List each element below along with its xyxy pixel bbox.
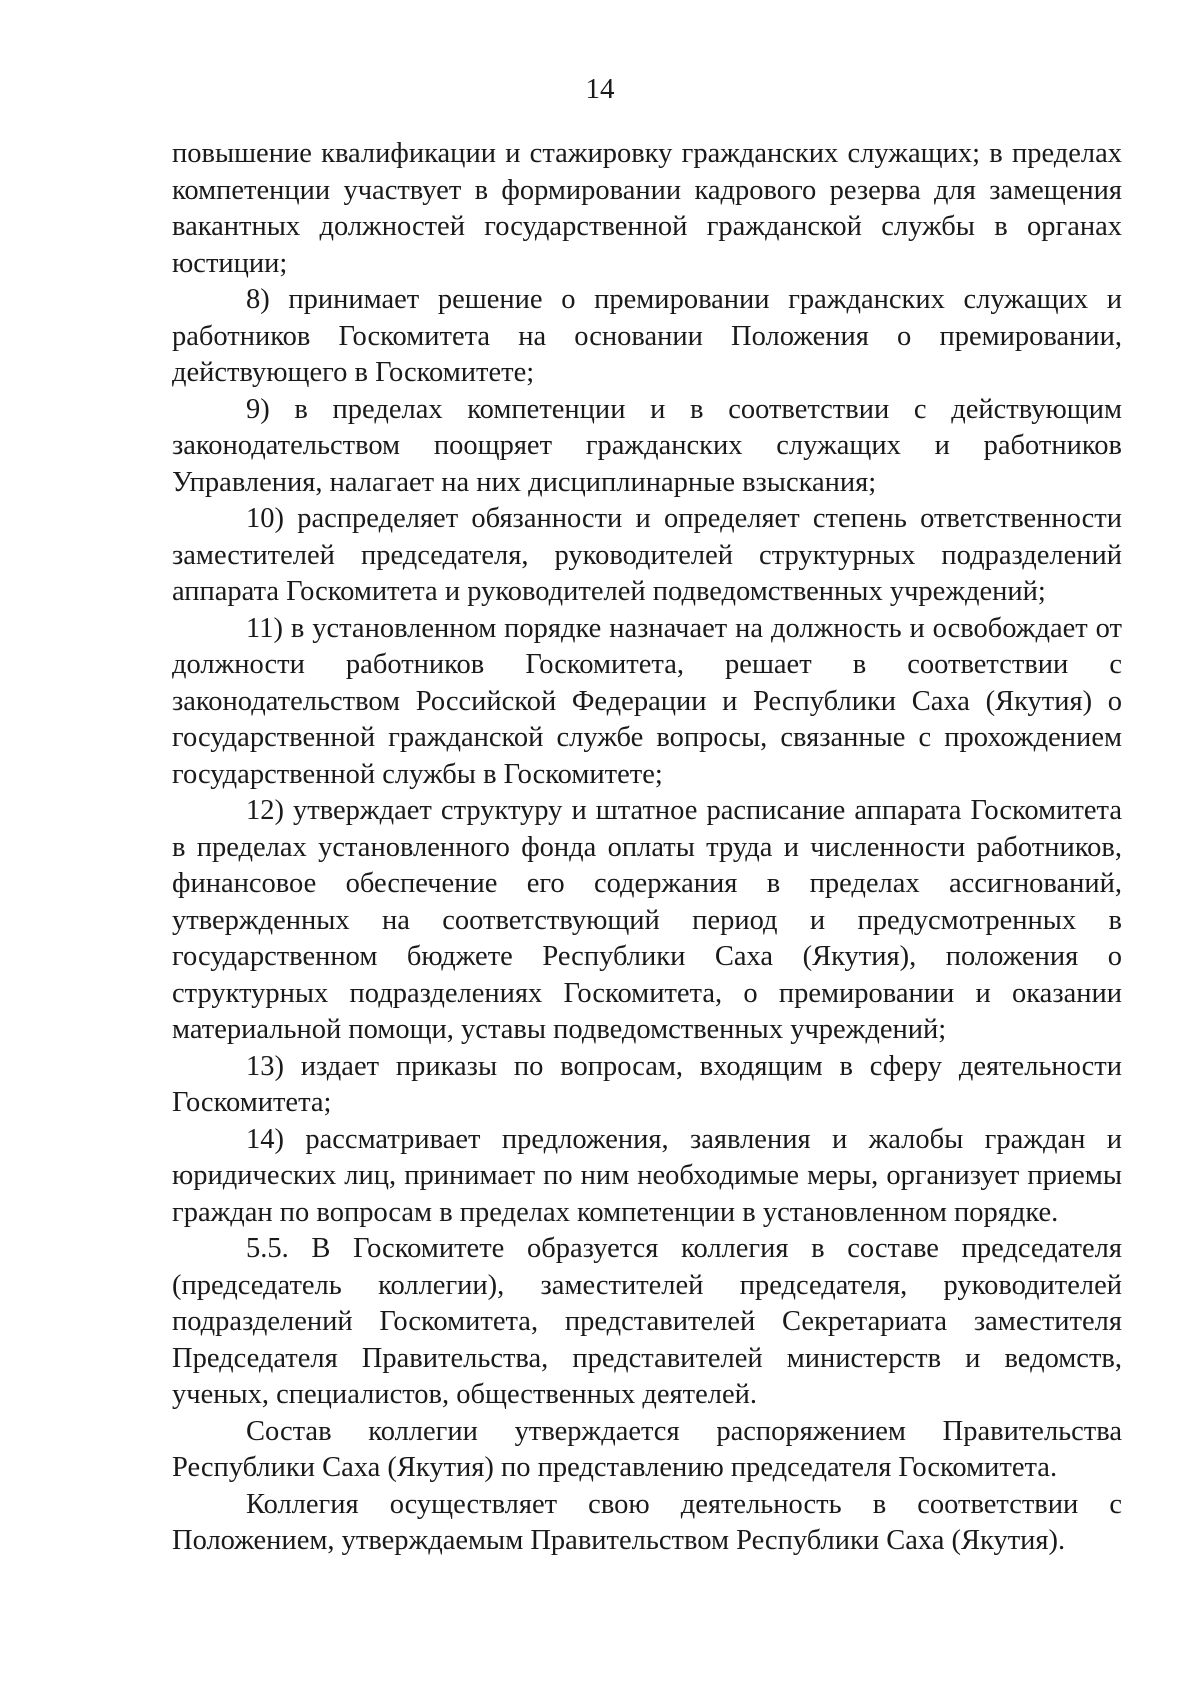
- paragraph-continuation: повышение квалификации и стажировку гражданских служащих; в пределах компетенции участвует в формировании кадрового резерва для замещения вакантных должностей государственной гражданской службы в органах юстиции;: [172, 138, 1122, 279]
- list-item-14: 14) рассматривает предложения, заявления и жалобы граждан и юридических лиц, принимает по ним необходимые меры, организует приемы граждан по вопросам в пределах компетенции в установленном порядке.: [172, 1123, 1122, 1228]
- list-item-8: 8) принимает решение о премировании гражданских служащих и работников Госкомитета на основании Положения о премировании, действующего в Госкомитете;: [172, 284, 1122, 388]
- list-item-13: 13) издает приказы по вопросам, входящим в сферу деятельности Госкомитета;: [172, 1050, 1122, 1118]
- page-number: 14: [585, 73, 615, 105]
- section-5-5: 5.5. В Госкомитете образуется коллегия в составе председателя (председатель коллегии), заместителей председателя, руководителей подразделений Госкомитета, представителей Секретариата заместителя Председателя Правительства, представителей министерств и ведомств, ученых, специалистов, общественных деятелей.: [172, 1233, 1122, 1410]
- list-item-10: 10) распределяет обязанности и определяет степень ответственности заместителей председателя, руководителей структурных подразделений аппарата Госкомитета и руководителей подведомственных учреждений;: [172, 503, 1122, 607]
- paragraph-collegium-activity: Коллегия осуществляет свою деятельность в соответствии с Положением, утверждаемым Правительством Республики Саха (Якутия).: [172, 1488, 1122, 1556]
- list-item-9: 9) в пределах компетенции и в соответствии с действующим законодательством поощряет гражданских служащих и работников Управления, налагает на них дисциплинарные взыскания;: [172, 393, 1122, 498]
- list-item-11: 11) в установленном порядке назначает на должность и освобождает от должности работников Госкомитета, решает в соответствии с законодательством Российской Федерации и Республики Саха (Якутия) о государственной гражданской службе вопросы, связанные с прохождением государственной службы в Госкомитете;: [172, 612, 1122, 790]
- document-body: [172, 136, 1122, 1560]
- paragraph-collegium-composition: Состав коллегии утверждается распоряжением Правительства Республики Саха (Якутия) по представлению председателя Госкомитета.: [172, 1415, 1122, 1483]
- list-item-12: 12) утверждает структуру и штатное расписание аппарата Госкомитета в пределах установленного фонда оплаты труда и численности работников, финансовое обеспечение его содержания в пределах ассигнований, утвержденных на соответствующий период и предусмотренных в государственном бюджете Республики Саха (Якутия), положения о структурных подразделениях Госкомитета, о премировании и оказании материальной помощи, уставы подведомственных учреждений;: [172, 795, 1122, 1045]
